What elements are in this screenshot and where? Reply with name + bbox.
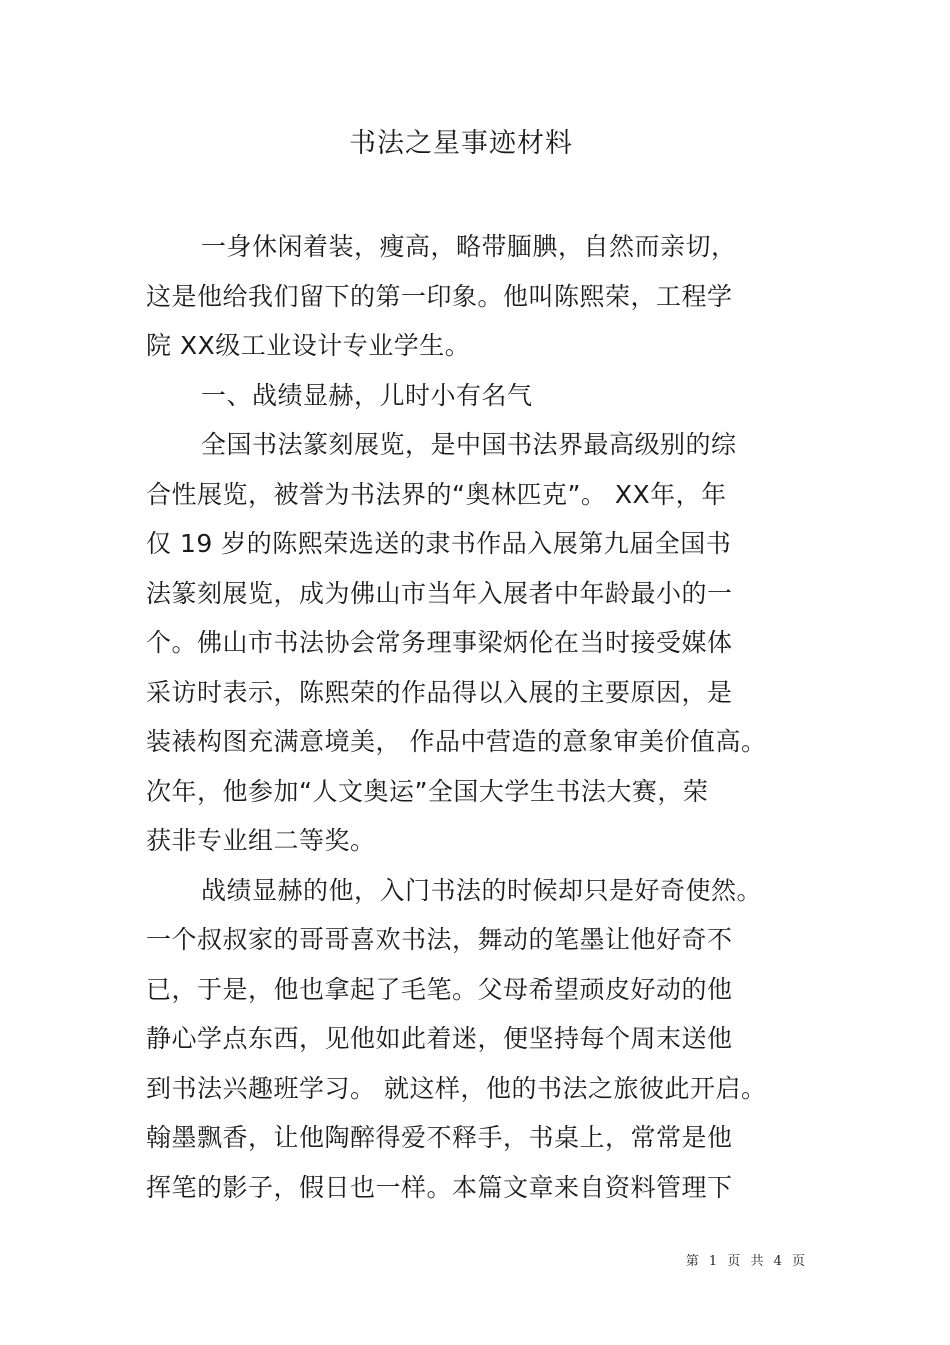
text-line: 这是他给我们留下的第一印象。他叫陈熙荣，工程学 bbox=[146, 281, 733, 311]
text-line: 一个叔叔家的哥哥喜欢书法，舞动的笔墨让他好奇不 bbox=[146, 925, 733, 954]
text-line: 个。佛山市书法协会常务理事梁炳伦在当时接受媒体 bbox=[146, 628, 733, 657]
document-title: 书法之星事迹材料 bbox=[349, 128, 573, 159]
text-line: 已，于是，他也拿起了毛笔。父母希望顽皮好动的他 bbox=[146, 974, 733, 1004]
text-line: 静心学点东西，见他如此着迷，便坚持每个周末送他 bbox=[146, 1024, 733, 1053]
page-number: 第 1 页 共 4 页 bbox=[685, 1254, 808, 1269]
text-line: 获非专业组二等奖。 bbox=[146, 826, 376, 855]
text-line: 战绩显赫的他，入门书法的时候却只是好奇使然。 bbox=[201, 875, 763, 905]
text-line: 合性展览，被誉为书法界的“奥林匹克”。 XX年，年 bbox=[146, 479, 727, 509]
text-line: 法篆刻展览，成为佛山市当年入展者中年龄最小的一 bbox=[146, 578, 733, 608]
section-heading: 一、战绩显赫，儿时小有名气 bbox=[201, 380, 533, 410]
text-line: 挥笔的影子，假日也一样。本篇文章来自资料管理下 bbox=[146, 1172, 733, 1202]
text-line: 翰墨飘香，让他陶醉得爱不释手，书桌上，常常是他 bbox=[146, 1123, 733, 1152]
text-line: 装裱构图充满意境美， 作品中营造的意象审美价值高。 bbox=[146, 727, 767, 756]
text-line: 一身休闲着装，瘦高，略带腼腆，自然而亲切， bbox=[201, 232, 737, 261]
text-line: 全国书法篆刻展览，是中国书法界最高级别的综 bbox=[201, 430, 737, 459]
text-line: 仅 19 岁的陈熙荣选送的隶书作品入展第九届全国书 bbox=[146, 529, 732, 558]
text-line: 次年，他参加“人文奥运”全国大学生书法大赛，荣 bbox=[146, 776, 709, 806]
text-line: 采访时表示，陈熙荣的作品得以入展的主要原因，是 bbox=[146, 677, 733, 707]
text-line: 到书法兴趣班学习。 就这样，他的书法之旅彼此开启。 bbox=[146, 1073, 767, 1103]
document-body bbox=[146, 222, 826, 1212]
text-line: 院 XX级工业设计专业学生。 bbox=[146, 331, 471, 360]
